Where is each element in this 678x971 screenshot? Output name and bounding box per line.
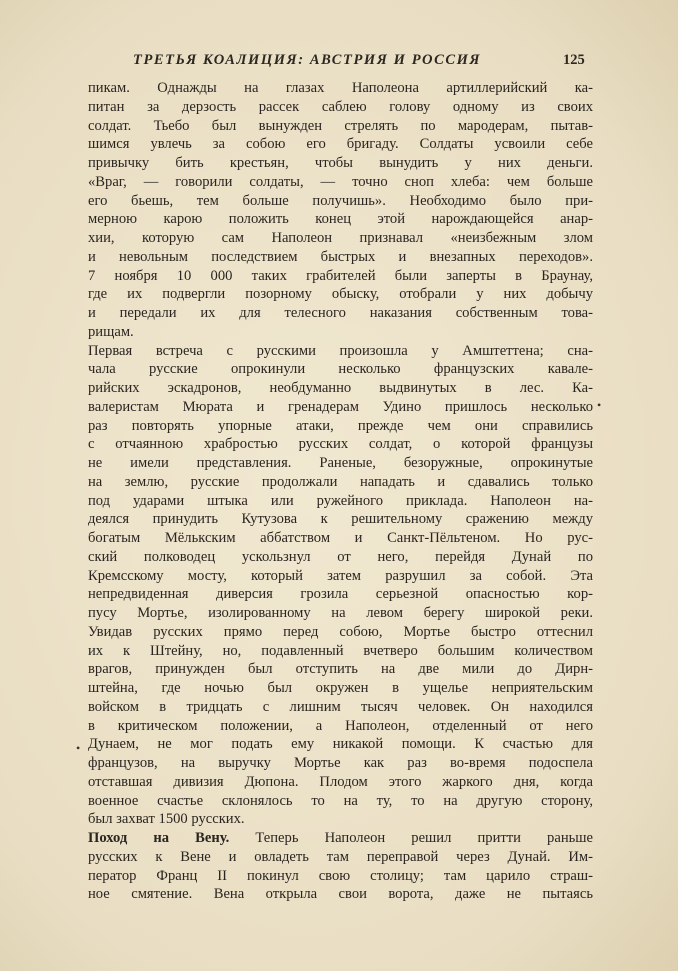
line-text: богатым Мёлькским аббатством и Санкт-Пёльтеном. Но рус-	[88, 530, 593, 546]
text-line	[88, 117, 593, 136]
line-text: валеристам Мюрата и гренадерам Удино пришлось несколько	[88, 398, 593, 415]
line-text: рищам.	[88, 323, 134, 340]
line-text: ное смятение. Вена открыла свои ворота, даже не пытаясь	[88, 886, 593, 903]
section-heading: Поход на Вену.	[88, 830, 230, 846]
line-text: врагов, принужден был отступить на две мили до Дирн-	[88, 661, 593, 678]
text-line	[88, 604, 593, 623]
line-text: привычку бить крестьян, чтобы вынудить у них деньги.	[88, 155, 593, 171]
line-text: где их подвергли позорному обыску, отобрали у них добычу	[88, 286, 593, 303]
page-number: 125	[563, 52, 585, 68]
line-text: и невольным последствием быстрых и внезапных переходов».	[88, 248, 593, 265]
line-text: и передали их для телесного наказания собственным това-	[88, 305, 593, 321]
text-line	[88, 285, 593, 304]
text-line	[88, 548, 593, 567]
text-line	[88, 173, 593, 192]
text-line	[88, 79, 593, 98]
text-line	[88, 698, 593, 717]
line-text: отставшая дивизия Дюпона. Плодом этого жаркого дня, когда	[88, 773, 593, 790]
text-line	[88, 192, 593, 211]
text-line	[88, 754, 593, 773]
margin-mark: •	[76, 741, 81, 755]
text-line	[88, 660, 593, 679]
text-line	[88, 454, 593, 473]
line-text: Дунаем, не мог подать ему никакой помощи. К счастью для	[88, 736, 593, 753]
text-line	[88, 435, 593, 454]
text-line	[88, 360, 593, 379]
text-line	[88, 417, 593, 436]
line-text: «Враг, — говорили солдаты, — точно сноп хлеба: чем больше	[88, 173, 593, 190]
line-text: его бьешь, тем больше получишь». Необходимо было при-	[88, 192, 593, 209]
line-text: Теперь Наполеон решил притти раньше	[229, 830, 593, 846]
page-header	[0, 52, 678, 72]
line-text: пикам. Однажды на глазах Наполеона артиллерийский ка-	[88, 80, 593, 96]
line-text: Кремсскому мосту, который затем разрушил за собой. Эта	[88, 567, 593, 584]
text-line	[88, 323, 593, 342]
line-text: деялся принудить Кутузова к решительному сражению между	[88, 511, 593, 528]
text-line	[88, 135, 593, 154]
line-text: их к Штейну, но, подавленный вчетверо большим количеством	[88, 642, 593, 659]
margin-mark: •	[597, 398, 602, 412]
running-title: ТРЕТЬЯ КОАЛИЦИЯ: АВСТРИЯ И РОССИЯ	[133, 52, 482, 68]
text-line	[88, 510, 593, 529]
line-text: питан за дерзость рассек саблею голову одному из своих	[88, 98, 593, 115]
line-text: с отчаянною храбростью русских солдат, о которой французы	[88, 436, 593, 453]
line-text: рийских эскадронов, необдуманно выдвинутых в лес. Ка-	[88, 380, 593, 396]
text-line	[88, 885, 593, 904]
line-text: ператор Франц II покинул свою столицу; там царило страш-	[88, 867, 593, 884]
text-line	[88, 154, 593, 173]
line-text: русских к Вене и овладеть там переправой через Дунай. Им-	[88, 848, 593, 865]
text-line	[88, 473, 593, 492]
text-line	[88, 810, 593, 829]
line-text: был захват 1500 русских.	[88, 811, 245, 828]
text-line	[88, 679, 593, 698]
text-line	[88, 492, 593, 511]
line-text: 7 ноября 10 000 таких грабителей были заперты в Браунау,	[88, 267, 593, 284]
line-text: мерною карою положить конец этой нарождающейся анар-	[88, 211, 593, 228]
text-line	[88, 248, 593, 267]
line-text: не имели представления. Раненые, безоружные, опрокинутые	[88, 455, 593, 471]
text-line	[88, 773, 593, 792]
text-line	[88, 210, 593, 229]
body-text	[88, 79, 593, 904]
line-text: чала русские опрокинули несколько французских кавале-	[88, 361, 593, 378]
line-text: французов, на выручку Мортье как раз во-время подоспела	[88, 755, 593, 771]
text-line	[88, 735, 593, 754]
text-line	[88, 623, 593, 642]
text-line	[88, 304, 593, 323]
line-text: военное счастье склонялось то на ту, то на другую сторону,	[88, 792, 593, 809]
text-line	[88, 342, 593, 361]
line-text: Первая встреча с русскими произошла у Амштеттена; сна-	[88, 342, 593, 359]
line-text: хии, которую сам Наполеон признавал «неизбежным злом	[88, 230, 593, 246]
line-text: раз повторять упорные атаки, прежде чем они справились	[88, 417, 593, 434]
text-line	[88, 829, 593, 848]
text-line	[88, 567, 593, 586]
line-text: ский полководец ускользнул от него, перейдя Дунай по	[88, 548, 593, 565]
line-text: на землю, русские продолжали нападать и сдавались только	[88, 473, 593, 490]
line-text: в критическом положении, а Наполеон, отделенный от него	[88, 717, 593, 734]
text-line	[88, 792, 593, 811]
line-text: штейна, где ночью был окружен в ущелье неприятельским	[88, 680, 593, 696]
text-line	[88, 529, 593, 548]
text-line	[88, 98, 593, 117]
text-line	[88, 585, 593, 604]
line-text: непредвиденная диверсия грозила серьезной опасностью кор-	[88, 586, 593, 603]
text-line	[88, 867, 593, 886]
line-text: солдат. Тьебо был вынужден стрелять по мародерам, пытав-	[88, 117, 593, 134]
line-text: войском в тридцать с лишним тысяч человек. Он находился	[88, 698, 593, 715]
text-line	[88, 267, 593, 286]
line-text: шимся увлечь за собою его бригаду. Солдаты усвоили себе	[88, 136, 593, 153]
text-line	[88, 398, 593, 417]
text-line	[88, 642, 593, 661]
text-line	[88, 229, 593, 248]
text-line	[88, 717, 593, 736]
text-line	[88, 848, 593, 867]
text-line	[88, 379, 593, 398]
line-text: пусу Мортье, изолированному на левом берегу широкой реки.	[88, 605, 593, 621]
line-text: под ударами штыка или ружейного приклада. Наполеон на-	[88, 492, 593, 509]
line-text: Увидав русских прямо перед собою, Мортье быстро оттеснил	[88, 623, 593, 640]
